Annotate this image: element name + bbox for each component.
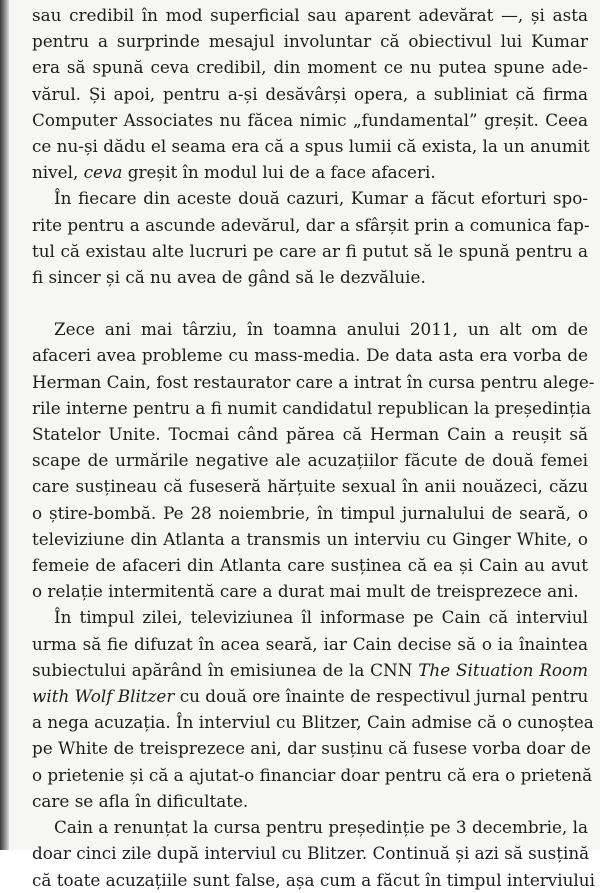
text-line: afaceri avea probleme cu mass-media. De data asta era vorba de (32, 345, 588, 366)
text-line: pentru a surprinde mesajul involuntar că obiectivul lui Kumar (32, 31, 588, 52)
paragraph-3 (32, 316, 595, 604)
text-line: subiectului apărând în emisiunea de la CNN The Situation Room (32, 659, 588, 680)
body-text (32, 2, 595, 893)
text-line: sau credibil în mod superficial sau aparent adevărat —, și asta (32, 5, 588, 25)
text-line: Zece ani mai târziu, în toamna anului 2011, un alt om de (54, 319, 588, 340)
paragraph-2 (32, 185, 588, 290)
italic-text: The Situation Room (418, 659, 588, 680)
page-binding-edge (0, 0, 9, 850)
text-line: era să spună ceva credibil, din moment ce nu putea spune ade- (32, 57, 588, 78)
text-line: o relație intermitentă care a durat mai mult de treisprezece ani. (32, 581, 579, 602)
text-line: o prietenie și că a ajutat-o financiar doar pentru că era o prietenă (32, 764, 593, 785)
paragraph-1 (32, 2, 588, 185)
text-line: scape de urmările negative ale acuzațiilor făcute de două femei (32, 450, 588, 471)
text-line: rile interne pentru a fi numit candidatul republican la președinția (32, 397, 592, 418)
text-line: with Wolf Blitzer cu două ore înainte de respectivul jurnal pentru (32, 686, 589, 707)
text-line: ce nu-și dădu el seama era că a spus lumii că exista, la un anumit (32, 136, 590, 157)
text-line: Statelor Unite. Tocmai când părea că Herman Cain a reușit să (32, 424, 588, 445)
text-line: a nega acuzația. În interviul cu Blitzer, Cain admise că o cunoștea (32, 712, 594, 733)
paragraph-4 (32, 604, 594, 814)
text-line: În timpul zilei, televiziunea îl informase pe Cain că interviul (54, 607, 588, 628)
italic-text: ceva (83, 162, 123, 183)
text-line: femeie de afaceri din Atlanta care susținea că ea și Cain au avut (32, 555, 588, 576)
text-line: urma să fie difuzat în acea seară, iar Cain decise să o ia înaintea (32, 633, 588, 654)
text-line: că toate acuzațiile sunt false, așa cum a făcut în timpul interviului (32, 869, 595, 890)
text-line: tul că existau alte lucruri pe care ar fi putut să le spună pentru a (32, 240, 588, 261)
text-line: doar cinci zile după interviul cu Blitzer. Continuă și azi să susțină (32, 843, 590, 864)
text-line: care se afla în dificultate. (32, 790, 249, 811)
text-line: care susțineau că fuseseră hărțuite sexual în anii nouăzeci, căzu (32, 476, 588, 497)
text-line: vărul. Și apoi, pentru a-și desăvârși opera, a subliniat că firma (32, 83, 588, 104)
section-gap (32, 290, 588, 316)
text-line: Cain a renunțat la cursa pentru președinție pe 3 decembrie, la (54, 817, 588, 838)
text-line: Computer Associates nu făcea nimic „fundamental” greșit. Ceea (32, 109, 588, 130)
text-line: nivel, ceva greșit în modul lui de a face afaceri. (32, 162, 436, 183)
text-line: televiziune din Atlanta a transmis un interviu cu Ginger White, o (32, 528, 588, 549)
text-line: fi sincer și că nu avea de gând să le dezvăluie. (32, 267, 426, 288)
italic-text: with Wolf Blitzer (32, 686, 175, 707)
text-line: pe White de treisprezece ani, dar susținu că fusese vorba doar de (32, 738, 592, 759)
paragraph-5 (32, 814, 595, 893)
text-line: rite pentru a ascunde adevărul, dar a sfârșit prin a comunica fap- (32, 214, 590, 235)
text-line: Herman Cain, fost restaurator care a intrat în cursa pentru alege- (32, 371, 595, 392)
text-line: o știre-bombă. Pe 28 noiembrie, în timpul jurnalului de seară, o (32, 502, 588, 523)
text-line: În fiecare din aceste două cazuri, Kumar a făcut eforturi spo- (54, 188, 588, 209)
